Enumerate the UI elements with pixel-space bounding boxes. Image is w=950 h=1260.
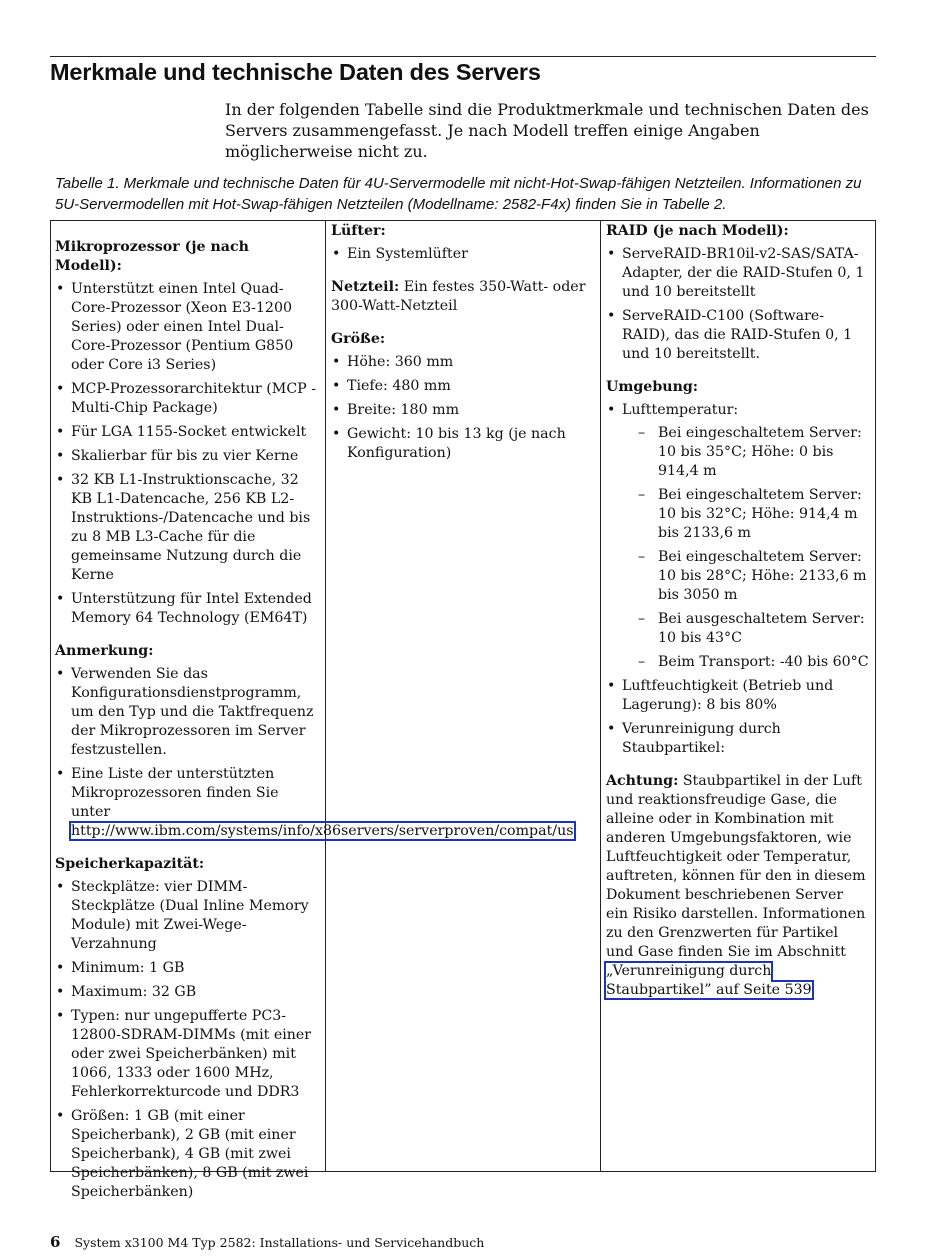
cpu-heading: Mikroprozessor (je nach Modell): [55,239,249,274]
top-rule [50,56,876,57]
serverproven-link[interactable]: http://www.ibm.com/systems/info/x86servers/serverproven/compat/us [71,823,574,839]
section-heading: Merkmale und technische Daten des Servers [50,59,541,85]
environment-list [606,401,869,758]
environment-heading: Umgebung: [606,379,699,395]
memory-list [55,878,319,1202]
list-item [606,401,869,672]
note-heading: Anmerkung: [55,643,154,659]
list-item: • Unterstützung für Intel Extended Memory 64 Technology (EM64T) [55,590,319,628]
list-item: • 32 KB L1-Instruktionscache, 32 KB L1-Datencache, 256 KB L2-Instruktions-/Datencache und bis zu 8 MB L3-Cache für die gemeinsame Nutzung durch die Kerne [55,471,319,585]
list-item: – Bei eingeschaltetem Server: 10 bis 28°C; Höhe: 2133,6 m bis 3050 m [622,548,869,605]
page-number: 6 [50,1233,61,1251]
list-item: • Tiefe: 480 mm [331,377,594,396]
list-item: • Minimum: 1 GB [55,959,319,978]
list-item: • Verunreinigung durch Staubpartikel: [606,720,869,758]
list-item: • Skalierbar für bis zu vier Kerne [55,447,319,466]
fan-list [331,245,594,264]
raid-list [606,245,869,364]
list-item: – Beim Transport: -40 bis 60°C [622,653,869,672]
list-item: • Typen: nur ungepufferte PC3-12800-SDRAM-DIMMs (mit einer oder zwei Speicherbänken) mit 1066, 1333 oder 1600 MHz, Fehlerkorrekturcode und DDR3 [55,1007,319,1102]
column-fan-psu-size [326,221,601,1171]
temperature-list [622,424,869,672]
note-text: Eine Liste der unterstützten Mikroprozessoren finden Sie unter [71,766,279,820]
size-list [331,353,594,463]
list-item: • Luftfeuchtigkeit (Betrieb und Lagerung): 8 bis 80% [606,677,869,715]
spec-table [50,220,876,1200]
list-item [55,765,574,841]
list-item: – Bei ausgeschaltetem Server: 10 bis 43°C [622,610,869,648]
memory-heading: Speicherkapazität: [55,856,205,872]
list-item: – Bei eingeschaltetem Server: 10 bis 35°C; Höhe: 0 bis 914,4 m [622,424,869,481]
list-item: • Unterstützt einen Intel Quad-Core-Prozessor (Xeon E3-1200 Series) oder einen Intel Dual-Core-Prozessor (Pentium G850 oder Core i3 Series) [55,280,319,375]
raid-heading: RAID (je nach Modell): [606,223,789,239]
list-item: • Für LGA 1155-Socket entwickelt [55,423,319,442]
psu-paragraph [331,278,594,316]
cpu-list [55,280,319,628]
list-item: • Größen: 1 GB (mit einer Speicherbank), 2 GB (mit einer Speicherbank), 4 GB (mit zwei Speicherbänken), 8 GB (mit zwei Speicherbänken) [55,1107,319,1202]
list-item: • Maximum: 32 GB [55,983,319,1002]
list-item: • MCP-Prozessorarchitektur (MCP - Multi-Chip Package) [55,380,319,418]
air-temperature-label: Lufttemperatur: [622,402,739,418]
list-item: • Gewicht: 10 bis 13 kg (je nach Konfiguration) [331,425,594,463]
caution-paragraph [606,772,869,1000]
table-caption: Tabelle 1. Merkmale und technische Daten für 4U-Servermodelle mit nicht-Hot-Swap-fähigen Netzteilen. Informationen zu 5U-Servermodellen mit Hot-Swap-fähigen Netzteilen (Modellname: 2582-F4x) finden Sie in Tabelle 2. [55,175,862,213]
list-item: • ServeRAID-BR10il-v2-SAS/SATA-Adapter, der die RAID-Stufen 0, 1 und 10 bereitstellt [606,245,869,302]
list-item: • Steckplätze: vier DIMM-Steckplätze (Dual Inline Memory Module) mit Zwei-Wege-Verzahnung [55,878,319,954]
psu-text: Ein festes 350-Watt- oder 300-Watt-Netzteil [331,279,586,314]
caution-text: Staubpartikel in der Luft und reaktionsfreudige Gase, die alleine oder in Kombination mit anderen Umgebungsfaktoren, wie Luftfeuchtigkeit oder Temperatur, auftreten, können für den in diesem Dokument beschriebenen Server ein Risiko darstellen. Informationen zu den Grenzwerten für Partikel und Gase finden Sie im Abschnitt [606,773,866,960]
list-item: – Bei eingeschaltetem Server: 10 bis 32°C; Höhe: 914,4 m bis 2133,6 m [622,486,869,543]
list-item: • Ein Systemlüfter [331,245,594,264]
list-item: • Verwenden Sie das Konfigurationsdienstprogramm, um den Typ und die Taktfrequenz der Mikroprozessoren im Server festzustellen. [55,665,319,760]
column-raid-environment [601,221,875,1171]
note-list [55,665,574,841]
contamination-link[interactable]: „Verunreinigung durch Staubpartikel” auf Seite 539 [606,963,812,998]
page-footer [50,1233,484,1251]
list-item: • ServeRAID-C100 (Software-RAID), das die RAID-Stufen 0, 1 und 10 bereitstellt. [606,307,869,364]
list-item: • Höhe: 360 mm [331,353,594,372]
caution-label: Achtung: [606,773,679,789]
size-heading: Größe: [331,331,386,347]
intro-paragraph: In der folgenden Tabelle sind die Produktmerkmale und technischen Daten des Servers zusammengefasst. Je nach Modell treffen einige Angaben möglicherweise nicht zu. [225,100,869,161]
psu-label: Netzteil: [331,279,400,295]
footer-title: System x3100 M4 Typ 2582: Installations- und Servicehandbuch [74,1235,485,1250]
fan-heading: Lüfter: [331,223,386,239]
list-item: • Breite: 180 mm [331,401,594,420]
